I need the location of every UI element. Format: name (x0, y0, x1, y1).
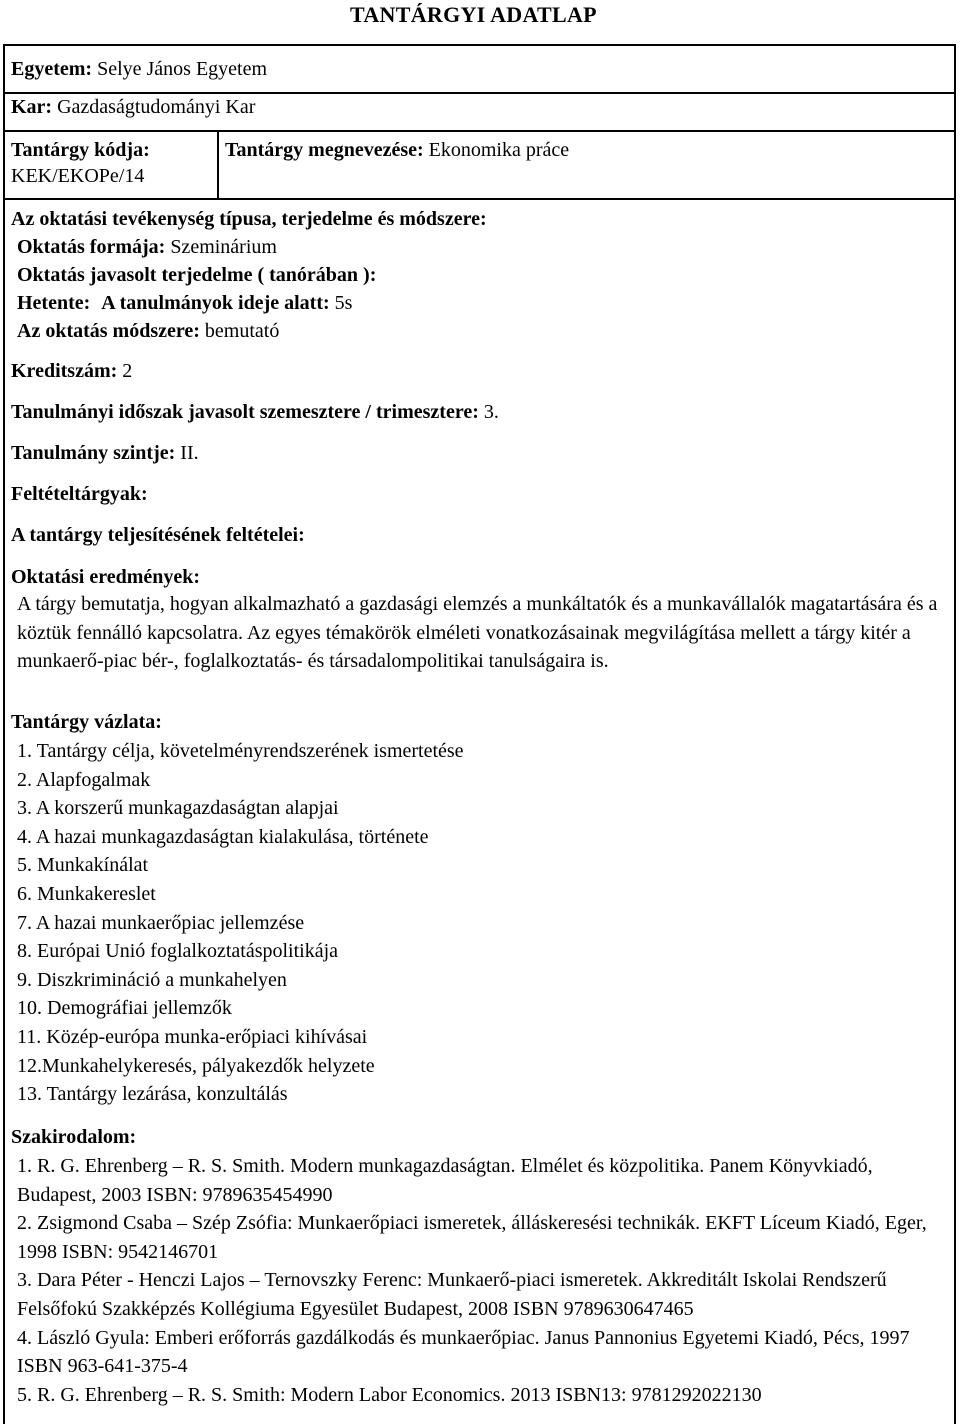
faculty-field (11, 94, 255, 120)
course-code-value: KEK/EKOPe/14 (11, 165, 145, 187)
list-item: 1. Tantárgy célja, követelményrendszerének ismertetése (17, 740, 464, 762)
semester-value: 3. (483, 401, 499, 423)
completion-field (11, 522, 305, 548)
faculty-label: Kar: (11, 96, 53, 118)
university-field (11, 56, 267, 82)
list-item: 12.Munkahelykeresés, pályakezdők helyzete (17, 1054, 375, 1077)
period-value: 5s (334, 292, 353, 314)
teaching-weekly (17, 290, 352, 316)
outline-label: Tantárgy vázlata: (11, 711, 162, 733)
list-item: 9. Diszkrimináció a munkahelyen (17, 968, 287, 991)
teaching-heading-text: Az oktatási tevékenység típusa, terjedelme és módszere: (11, 208, 487, 230)
credits-field (11, 358, 132, 384)
teaching-heading (11, 206, 487, 232)
list-item: 5. R. G. Ehrenberg – R. S. Smith: Modern Labor Economics. 2013 ISBN13: 9781292022130 (17, 1383, 762, 1406)
completion-label: A tantárgy teljesítésének feltételei: (11, 524, 305, 546)
literature-list (17, 1152, 952, 1409)
outcomes-heading (11, 564, 200, 590)
teaching-extent (17, 262, 376, 288)
semester-label: Tanulmányi időszak javasolt szemesztere / trimesztere: (11, 401, 479, 423)
teaching-form-value: Szeminárium (170, 236, 277, 258)
level-field (11, 440, 199, 466)
teaching-extent-label: Oktatás javasolt terjedelme ( tanórában ): (17, 264, 377, 286)
list-item: 8. Európai Unió foglalkoztatáspolitikája (17, 940, 339, 963)
faculty-row (5, 92, 954, 132)
level-label: Tanulmány szintje: (11, 442, 176, 464)
outline-heading (11, 709, 162, 735)
course-name-field (225, 137, 569, 163)
list-item: 7. A hazai munkaerőpiac jellemzése (17, 911, 305, 934)
credits-value: 2 (122, 360, 133, 382)
course-name-value: Ekonomika práce (428, 139, 570, 161)
list-item: 3. Dara Péter - Henczi Lajos – Ternovszky Ferenc: Munkaerő-piaci ismeretek. Akkreditált Iskolai Rendszerű Felsőfokú Szakképzés Kollégiuma Egyesület Budapest, 2008 ISBN 9789630647465 (17, 1269, 887, 1320)
course-datasheet (3, 44, 956, 1424)
list-item: 6. Munkakereslet (17, 882, 156, 905)
teaching-form (17, 234, 277, 260)
list-item: 4. László Gyula: Emberi erőforrás gazdálkodás és munkaerőpiac. Janus Pannonius Egyetemi Kiadó, Pécs, 1997 ISBN 963-641-375-4 (17, 1326, 910, 1378)
list-item: 2. Alapfogalmak (17, 768, 151, 791)
literature-label: Szakirodalom: (11, 1126, 137, 1148)
teaching-method (17, 318, 279, 344)
period-label: A tanulmányok ideje alatt: (101, 292, 330, 314)
list-item: 4. A hazai munkagazdaságtan kialakulása, története (17, 825, 429, 848)
course-code-label: Tantárgy kódja: (11, 139, 150, 161)
list-item: 13. Tantárgy lezárása, konzultálás (17, 1083, 288, 1106)
outline-list (17, 737, 464, 1109)
list-item: 5. Munkakínálat (17, 854, 149, 877)
details-section (5, 198, 954, 1424)
outcomes-label: Oktatási eredmények: (11, 566, 201, 588)
list-item: 1. R. G. Ehrenberg – R. S. Smith. Modern munkagazdaságtan. Elmélet és közpolitika. Panem Könyvkiadó, Budapest, 2003 ISBN: 9789635454990 (17, 1155, 873, 1206)
prerequisites-field (11, 481, 148, 507)
list-item: 2. Zsigmond Csaba – Szép Zsófia: Munkaerőpiaci ismeretek, álláskeresési technikák. EKFT Líceum Kiadó, Eger, 1998 ISBN: 9542146701 (17, 1212, 927, 1263)
list-item: 3. A korszerű munkagazdaságtan alapjai (17, 797, 339, 820)
column-divider (217, 130, 219, 198)
semester-field (11, 399, 499, 425)
university-row (5, 46, 954, 94)
credits-label: Kreditszám: (11, 360, 118, 382)
weekly-label: Hetente: (17, 292, 91, 314)
prerequisites-label: Feltételtárgyak: (11, 483, 148, 505)
university-label: Egyetem: (11, 58, 93, 80)
list-item: 10. Demográfiai jellemzők (17, 997, 232, 1020)
list-item: 11. Közép-európa munka-erőpiaci kihívásai (17, 1025, 368, 1048)
method-label: Az oktatás módszere: (17, 320, 200, 342)
university-value: Selye János Egyetem (97, 58, 268, 80)
outcomes-text: A tárgy bemutatja, hogyan alkalmazható a gazdasági elemzés a munkáltatók és a munkavállalók magatartására és a köztük fennálló kapcsolatra. Az egyes témakörök elméleti vonatkozásainak megvilágítása mellett a tárgy kitér a munkaerő-piac bér-, foglalkoztatás- és társadalompolitikai tanulságaira is. (17, 593, 938, 672)
level-value: II. (180, 442, 199, 464)
method-value: bemutató (204, 320, 280, 342)
document-title: TANTÁRGYI ADATLAP (350, 2, 597, 27)
course-id-row (5, 130, 954, 200)
course-code-field (11, 137, 150, 189)
course-name-label: Tantárgy megnevezése: (225, 139, 424, 161)
faculty-value: Gazdaságtudományi Kar (57, 96, 256, 118)
teaching-form-label: Oktatás formája: (17, 236, 166, 258)
literature-heading (11, 1124, 136, 1150)
